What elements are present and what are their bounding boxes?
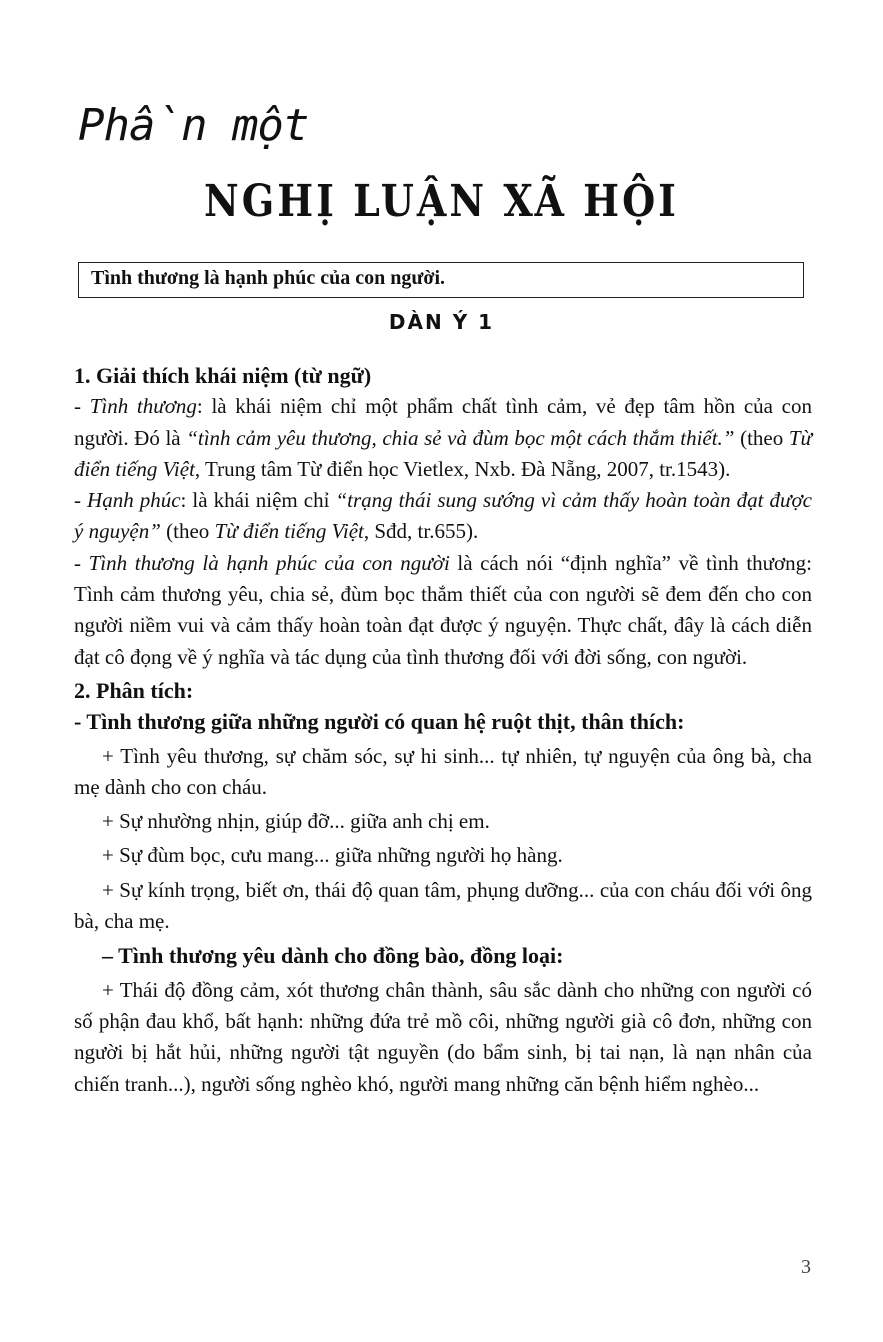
definition-tinh-thuong: - Tình thương: là khái niệm chỉ một phẩm chất tình cảm, vẻ đẹp tâm hồn của con người. Đó là “tình cảm yêu thương, chia sẻ và đùm bọc một cách thắm thiết.” (theo Từ điển tiếng Việt, Trung tâm Từ điển học Vietlex, Nxb. Đà Nẵng, 2007, tr.1543). bbox=[74, 394, 812, 481]
list-item: + Sự nhường nhịn, giúp đỡ... giữa anh chị em. bbox=[102, 809, 490, 834]
main-title: NGHỊ LUẬN XÃ HỘI bbox=[204, 174, 679, 227]
section-1-heading: 1. Giải thích khái niệm (từ ngữ) bbox=[74, 363, 372, 388]
list-item: + Tình yêu thương, sự chăm sóc, sự hi sinh... tự nhiên, tự nguyện của ông bà, cha mẹ dành cho con cháu. bbox=[74, 743, 812, 799]
page-number: 3 bbox=[801, 1256, 811, 1278]
list-item: + Sự kính trọng, biết ơn, thái độ quan tâm, phụng dưỡng... của con cháu đối với ông bà, cha mẹ. bbox=[74, 877, 812, 934]
subsection-family: - Tình thương giữa những người có quan hệ ruột thịt, thân thích: bbox=[74, 709, 685, 735]
subsection-compatriots: – Tình thương yêu dành cho đồng bào, đồng loại: bbox=[102, 943, 564, 969]
list-item: + Thái độ đồng cảm, xót thương chân thành, sâu sắc dành cho những con người có số phận đau khổ, bất hạnh: những đứa trẻ mồ côi, những người già cô đơn, những con người bị hắt hủi, những người tật nguyền (do bẩm sinh, bị tai nạn, là nạn nhân của chiến tranh...), người sống nghèo khó, người mang những căn bệnh hiểm nghèo... bbox=[74, 977, 812, 1096]
list-item: + Sự đùm bọc, cưu mang... giữa những người họ hàng. bbox=[102, 843, 563, 868]
document-body bbox=[74, 358, 812, 1100]
outline-label: DÀN Ý 1 bbox=[388, 310, 495, 334]
part-title: Phần một bbox=[78, 100, 309, 151]
definition-statement: - Tình thương là hạnh phúc của con người là cách nói “định nghĩa” về tình thương: Tình cảm thương yêu, chia sẻ, đùm bọc thắm thiết của con người sẽ đem đến cho con người niềm vui và cảm thấy hoàn toàn đạt được ý nguyện. Thực chất, đây là cách diễn đạt cô đọng về ý nghĩa và tác dụng của tình thương đối với đời sống, con người. bbox=[74, 550, 812, 669]
section-2-heading: 2. Phân tích: bbox=[74, 677, 194, 703]
topic-box: Tình thương là hạnh phúc của con người. bbox=[78, 262, 804, 298]
definition-hanh-phuc: - Hạnh phúc: là khái niệm chỉ “trạng thái sung sướng vì cảm thấy hoàn toàn đạt được ý nguyện” (theo Từ điển tiếng Việt, Sđd, tr.655). bbox=[74, 488, 812, 544]
